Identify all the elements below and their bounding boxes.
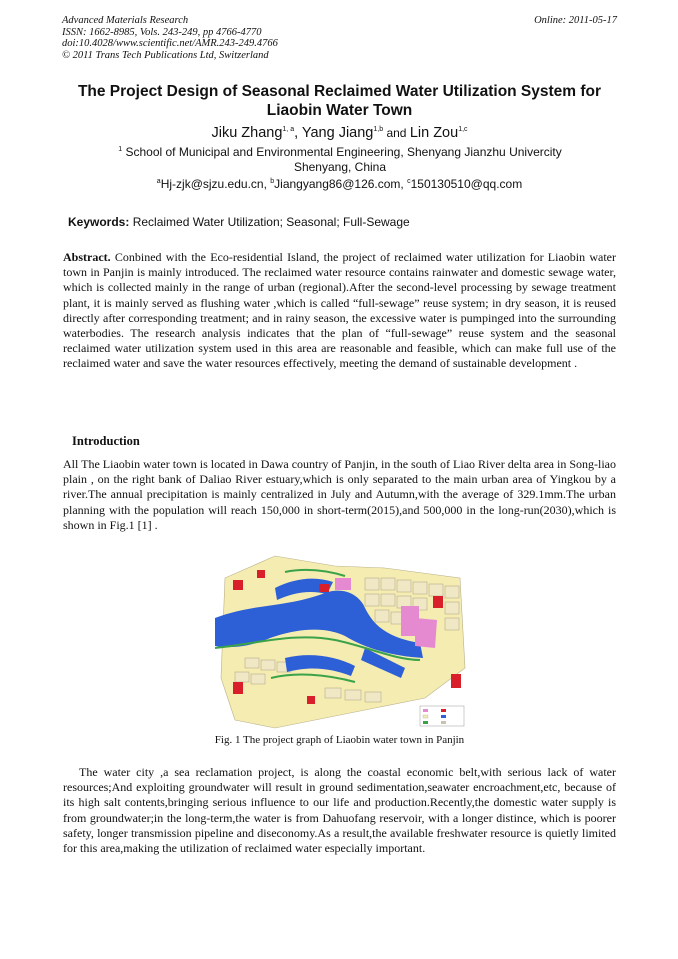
author-1-sup: 1, a <box>282 126 295 134</box>
map-legend <box>420 706 464 726</box>
keywords-text: Reclaimed Water Utilization; Seasonal; Full-Sewage <box>129 215 410 229</box>
email-b: Jiangyang86@126.com, <box>274 177 408 191</box>
affiliation-sup: 1 <box>118 146 123 153</box>
email-list <box>62 177 617 192</box>
copyright-line: © 2011 Trans Tech Publications Ltd, Switzerland <box>62 49 269 61</box>
project-map-figure <box>215 548 467 730</box>
author-2-sup: 1,b <box>373 126 384 134</box>
author-2: Yang Jiang <box>301 125 374 141</box>
abstract <box>63 250 616 372</box>
author-3-sup: 1,c <box>458 126 468 134</box>
email-b-sup: b <box>270 178 275 185</box>
email-c-sup: c <box>407 178 411 185</box>
author-separator: , <box>294 125 302 141</box>
email-a: Hj-zjk@sjzu.edu.cn, <box>160 177 271 191</box>
keywords <box>68 215 618 229</box>
journal-header <box>62 15 617 61</box>
author-and: and <box>383 126 410 140</box>
affiliation <box>100 145 580 175</box>
paper-title: The Project Design of Seasonal Reclaimed Water Utilization System for Liaobin Water Town <box>77 83 602 119</box>
author-list <box>62 124 617 142</box>
figure-caption: Fig. 1 The project graph of Liaobin water town in Panjin <box>214 734 465 746</box>
abstract-label: Abstract. <box>63 250 111 264</box>
abstract-text: Conbined with the Eco-residential Island, the project of reclaimed water utilization for Liaobin water town in Panjin is mainly introduced. The reclaimed water resource contains rainwater and domestic sewage water, which is collected mainly in the range of urban (regional).After the second-level processing by sewage treatment plant, it is mainly served as flushing water ,which is called “full-sewage” reuse system; in dry season, it is reused directly after corresponding treatment; and in rainy season, the excessive water is pumpinged into the surrounding waterbodies. The research analysis indicates that the plan of “full-sewage” reuse system and the seasonal reclaimed water utilization system used in this area are reasonable and feasible, which can make full use of the reclaimed water and save the water resources effectively, meeting the demand of sustainable development . <box>63 250 616 371</box>
keywords-label: Keywords: <box>68 215 130 229</box>
affiliation-text: School of Municipal and Environmental Engineering, Shenyang Jianzhu Univercity Shenyang, China <box>125 145 562 174</box>
journal-name: Advanced Materials Research <box>62 15 189 26</box>
author-1: Jiku Zhang <box>211 125 283 141</box>
email-a-sup: a <box>156 178 161 185</box>
issn-line: ISSN: 1662-8985, Vols. 243-249, pp 4766-4770 <box>62 26 262 38</box>
section-heading-introduction: Introduction <box>72 434 140 448</box>
author-3: Lin Zou <box>409 125 459 141</box>
doi-line: doi:10.4028/www.scientific.net/AMR.243-249.4766 <box>62 38 278 49</box>
email-c: 150130510@qq.com <box>410 177 523 191</box>
body-paragraph-2: The water city ,a sea reclamation project, is along the coastal economic belt,with serious lack of water resources;And exploiting groundwater will result in ground sedimentation,seawater encroachment,etc, because of its high salt contents,bringing serious influence to our life and production.Recently,the domestic water supply is from groundwater;in the long-term,the water is from Dahuofang reservoir, with a longer distince, which is poorer safety, longer transmission pipeline and diseconomy.As a result,the available freshwater resource is quietly limited for this area,making the utilization of reclaimed water especially important. <box>63 765 616 856</box>
online-date: Online: 2011-05-17 <box>534 15 617 26</box>
introduction-paragraph: All The Liaobin water town is located in Dawa country of Panjin, in the south of Liao River delta area in Song-liao plain , on the right bank of Daliao River estuary,which is only separated to the main urban area of Yingkou by a river.The annual precipitation is mainly centralized in July and Autumn,with the average of 329.1mm.The urban planning with the population will reach 150,000 in short-term(2015),and 500,000 in the long-run(2030),which is shown in Fig.1 [1] . <box>63 457 616 532</box>
